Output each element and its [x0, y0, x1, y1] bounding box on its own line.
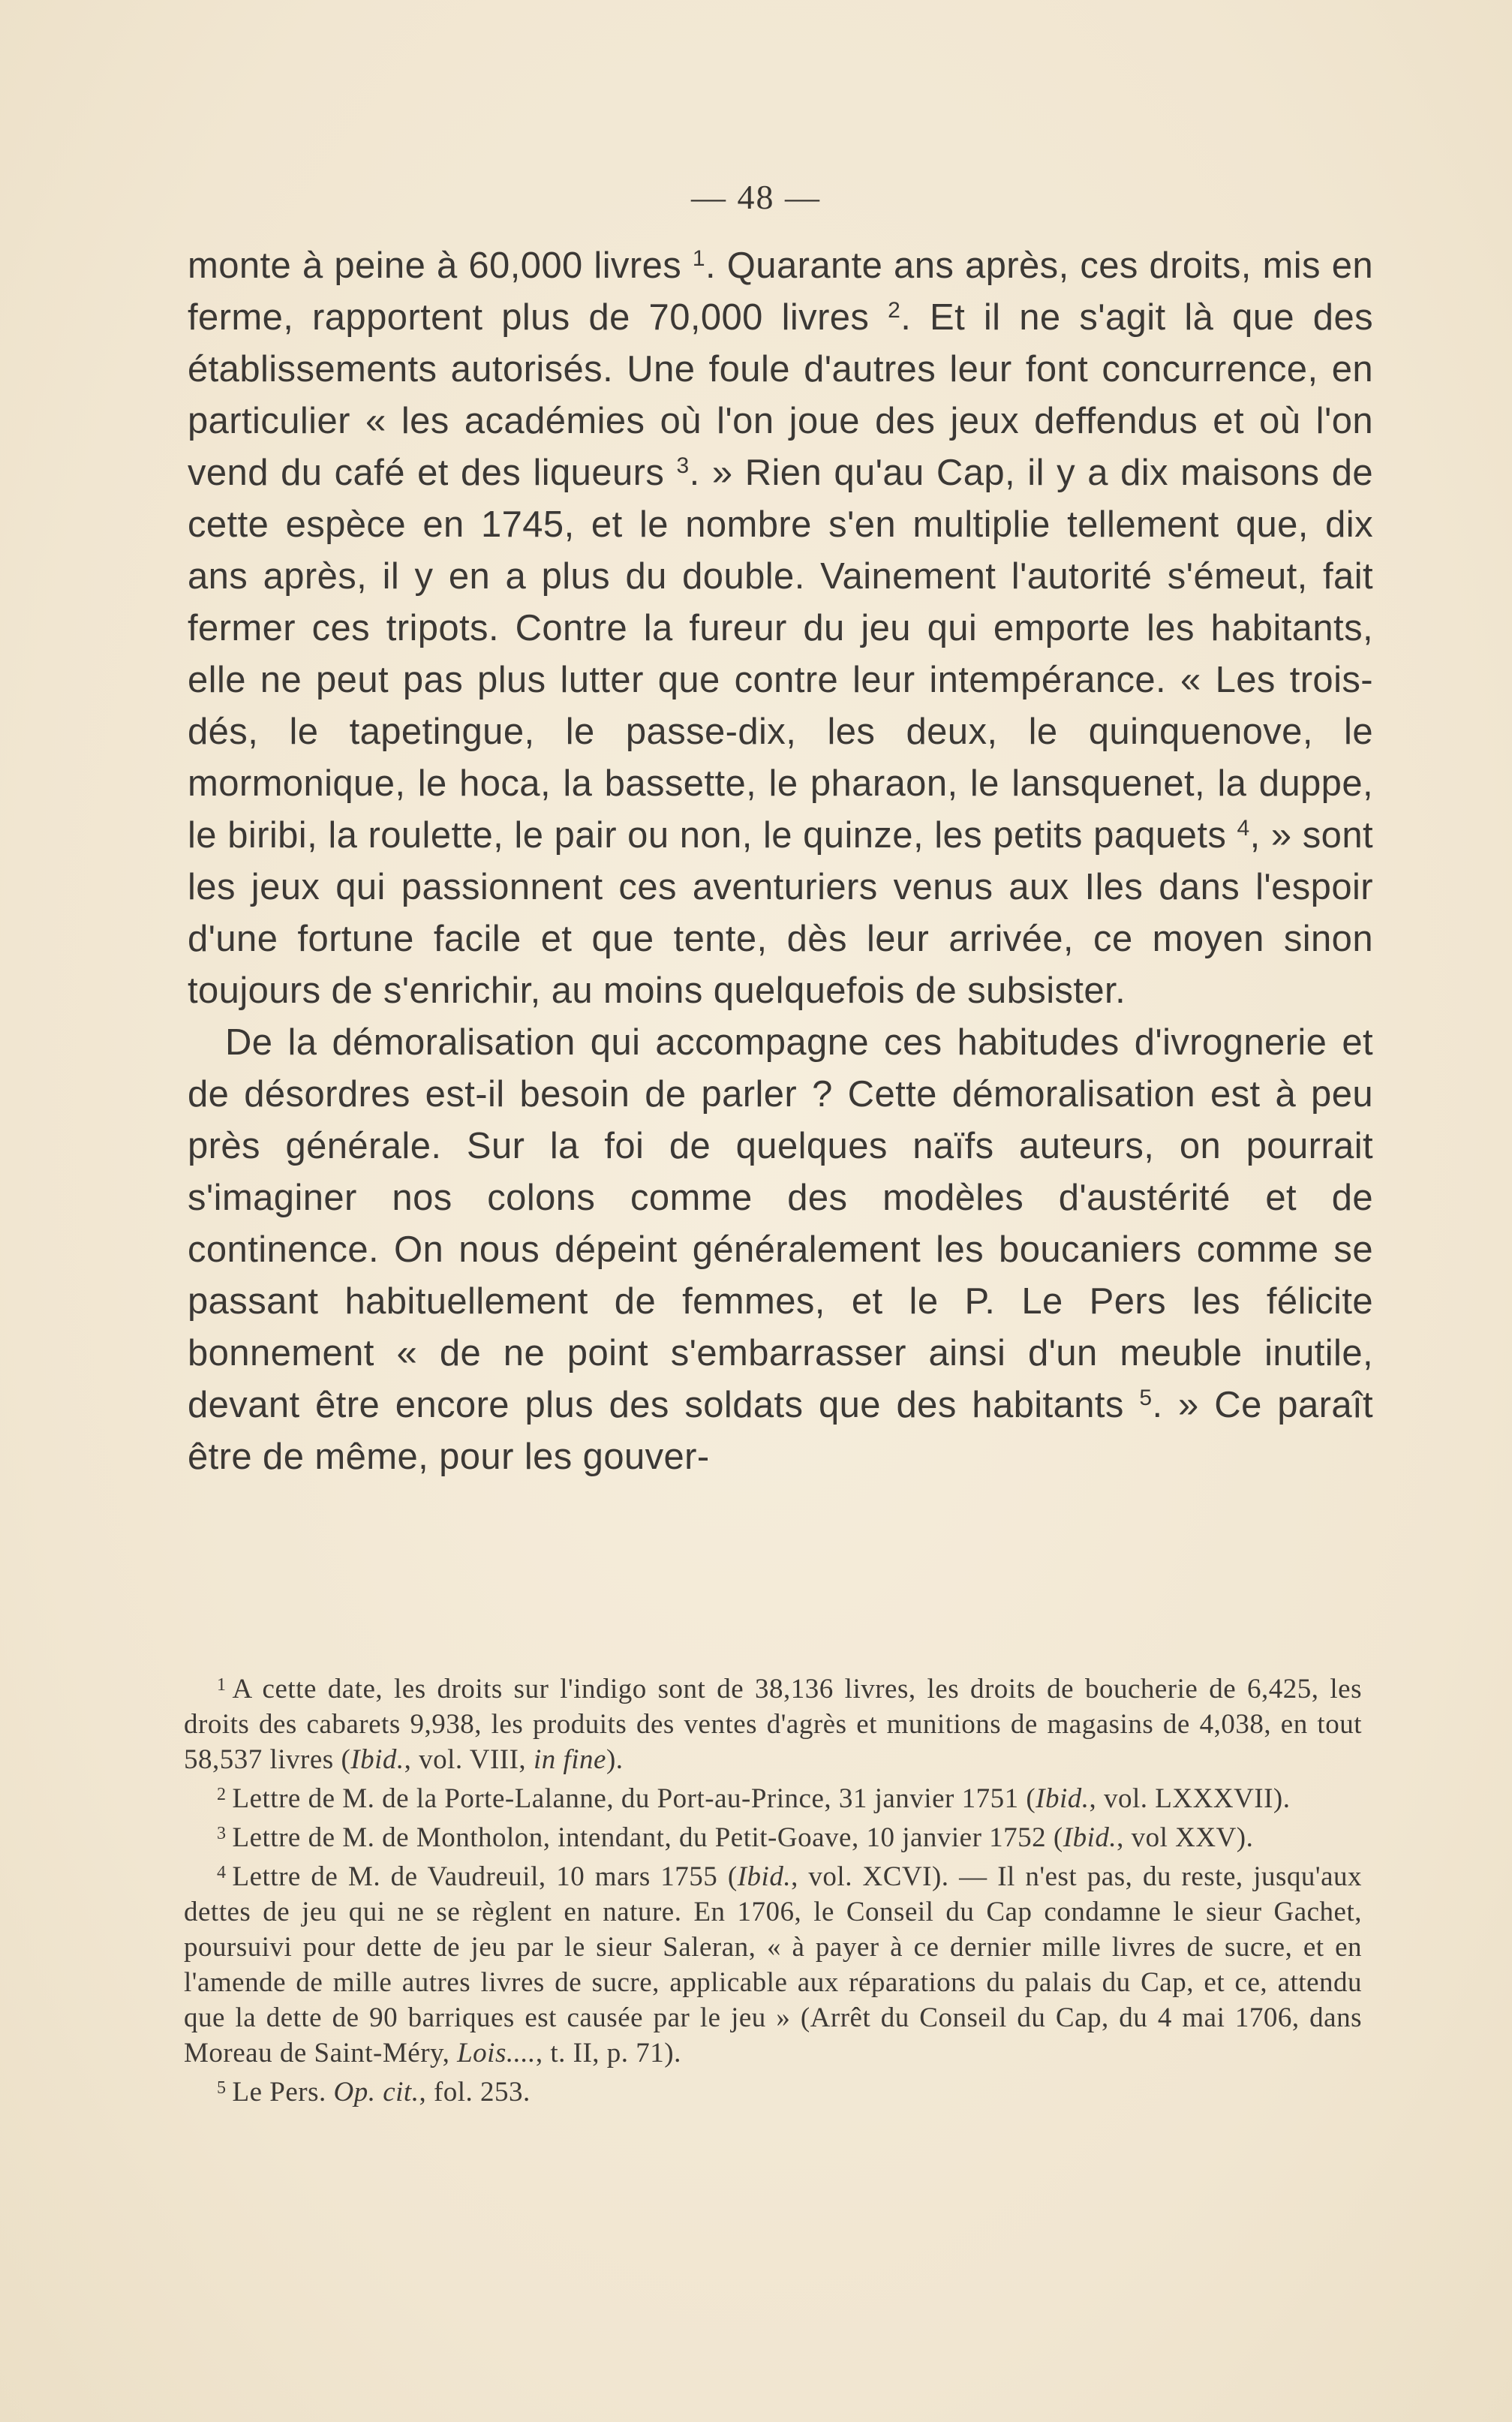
footnote [184, 2071, 1362, 2110]
text-run: . Et il ne s'agit là que des établissements autorisés. Une foule d'autres leur font concurrence, en particulier « les académies où l'on joue des jeux deffendus et où l'on vend du café et des liqueurs [188, 297, 1374, 493]
paragraph [188, 240, 1373, 1017]
italic-text: in fine [533, 1744, 606, 1775]
text-run: , vol. LXXXVII). [1089, 1783, 1291, 1814]
text-run: Le Pers. [232, 2077, 334, 2108]
text-run: , vol. VIII, [404, 1744, 534, 1775]
text-run: . » Rien qu'au Cap, il y a dix maisons de cette espèce en 1745, et le nombre s'en multiplie tellement que, dix ans après, il y en a plus du double. Vainement l'autorité s'émeut, fait fermer ces tripots. Contre la fureur du jeu qui emporte les habitants, elle ne peut pas plus lutter que contre leur intempérance. « Les trois-dés, le tapetingue, le passe-dix, les deux, le quinquenove, le mormonique, le hoca, la bassette, le pharaon, le lansquenet, la duppe, le biribi, la roulette, le pair ou non, le quinze, les petits paquets [188, 453, 1373, 856]
text-run: Lettre de M. de Vaudreuil, 10 mars 1755 ( [232, 1861, 738, 1892]
footnote [184, 1668, 1362, 1777]
footnote-ref: 1 [692, 246, 706, 271]
footnote-mark: 2 [217, 1785, 227, 1804]
italic-text: Ibid. [350, 1744, 404, 1775]
footnote-ref: 2 [888, 298, 901, 323]
italic-text: Op. cit. [333, 2077, 419, 2108]
footnote [184, 1816, 1362, 1855]
body-text [188, 240, 1373, 1483]
footnote-mark: 3 [217, 1824, 227, 1843]
footnote-ref: 3 [676, 453, 690, 478]
text-run: De la démoralisation qui accompagne ces habitudes d'ivrognerie et de désordres est-il besoin de parler ? Cette démoralisation est à peu près générale. Sur la foi de quelques naïfs auteurs, on pourrait s'imaginer nos colons comme des modèles d'austérité et de continence. On nous dépeint généralement les boucaniers comme se passant habituellement de femmes, et le P. Le Pers les félicite bonnement « de ne point s'embarrasser ainsi d'un meuble inutile, devant être encore plus des soldats que des habitants [188, 1022, 1373, 1425]
text-run: , t. II, p. 71). [535, 2038, 681, 2068]
text-run: . » Ce paraît être de même, pour les gouver- [188, 1385, 1374, 1477]
footnote-mark: 4 [217, 1863, 227, 1882]
paragraph [188, 1017, 1373, 1483]
footnotes [184, 1668, 1362, 2110]
italic-text: Ibid. [737, 1861, 792, 1892]
footnote-mark: 1 [217, 1675, 227, 1695]
text-run: , » sont les jeux qui passionnent ces aventuriers venus aux Iles dans l'espoir d'une fortune facile et que tente, dès leur arrivée, ce moyen sinon toujours de s'enrichir, au moins quelquefois de subsister. [188, 815, 1373, 1011]
italic-text: Lois.... [457, 2038, 536, 2068]
text-run: , fol. 253. [419, 2077, 531, 2108]
text-run: ). [606, 1744, 624, 1775]
footnote [184, 1855, 1362, 2071]
text-run: , vol XXV). [1117, 1822, 1254, 1853]
footnote [184, 1777, 1362, 1816]
page-number: — 48 — [691, 178, 821, 216]
italic-text: Ibid. [1063, 1822, 1117, 1853]
text-run: A cette date, les droits sur l'indigo sont de 38,136 livres, les droits de boucherie de 6,425, les droits des cabarets 9,938, les produits des ventes d'agrès et munitions de magasins de 4,038, en tout 58,537 livres ( [184, 1674, 1362, 1775]
text-run: Lettre de M. de la Porte-Lalanne, du Port-au-Prince, 31 janvier 1751 ( [232, 1783, 1036, 1814]
footnote-ref: 5 [1139, 1386, 1153, 1410]
text-run: , vol. XCVI). — Il n'est pas, du reste, jusqu'aux dettes de jeu qui ne se règlent en nature. En 1706, le Conseil du Cap condamne le sieur Gachet, poursuivi pour dette de jeu par le sieur Saleran, « à payer à ce dernier mille livres de sucre, et en l'amende de mille autres livres de sucre, applicable aux réparations du palais du Cap, et ce, attendu que la dette de 90 barriques est causée par le jeu » (Arrêt du Conseil du Cap, du 4 mai 1706, dans Moreau de Saint-Méry, [184, 1861, 1362, 2068]
footnote-mark: 5 [217, 2078, 227, 2098]
text-run: Lettre de M. de Montholon, intendant, du Petit-Goave, 10 janvier 1752 ( [232, 1822, 1063, 1853]
footnote-ref: 4 [1237, 816, 1250, 841]
italic-text: Ibid. [1036, 1783, 1090, 1814]
text-run: . Quarante ans après, ces droits, mis en ferme, rapportent plus de 70,000 livres [188, 245, 1373, 338]
text-run: monte à peine à 60,000 livres [188, 245, 693, 286]
